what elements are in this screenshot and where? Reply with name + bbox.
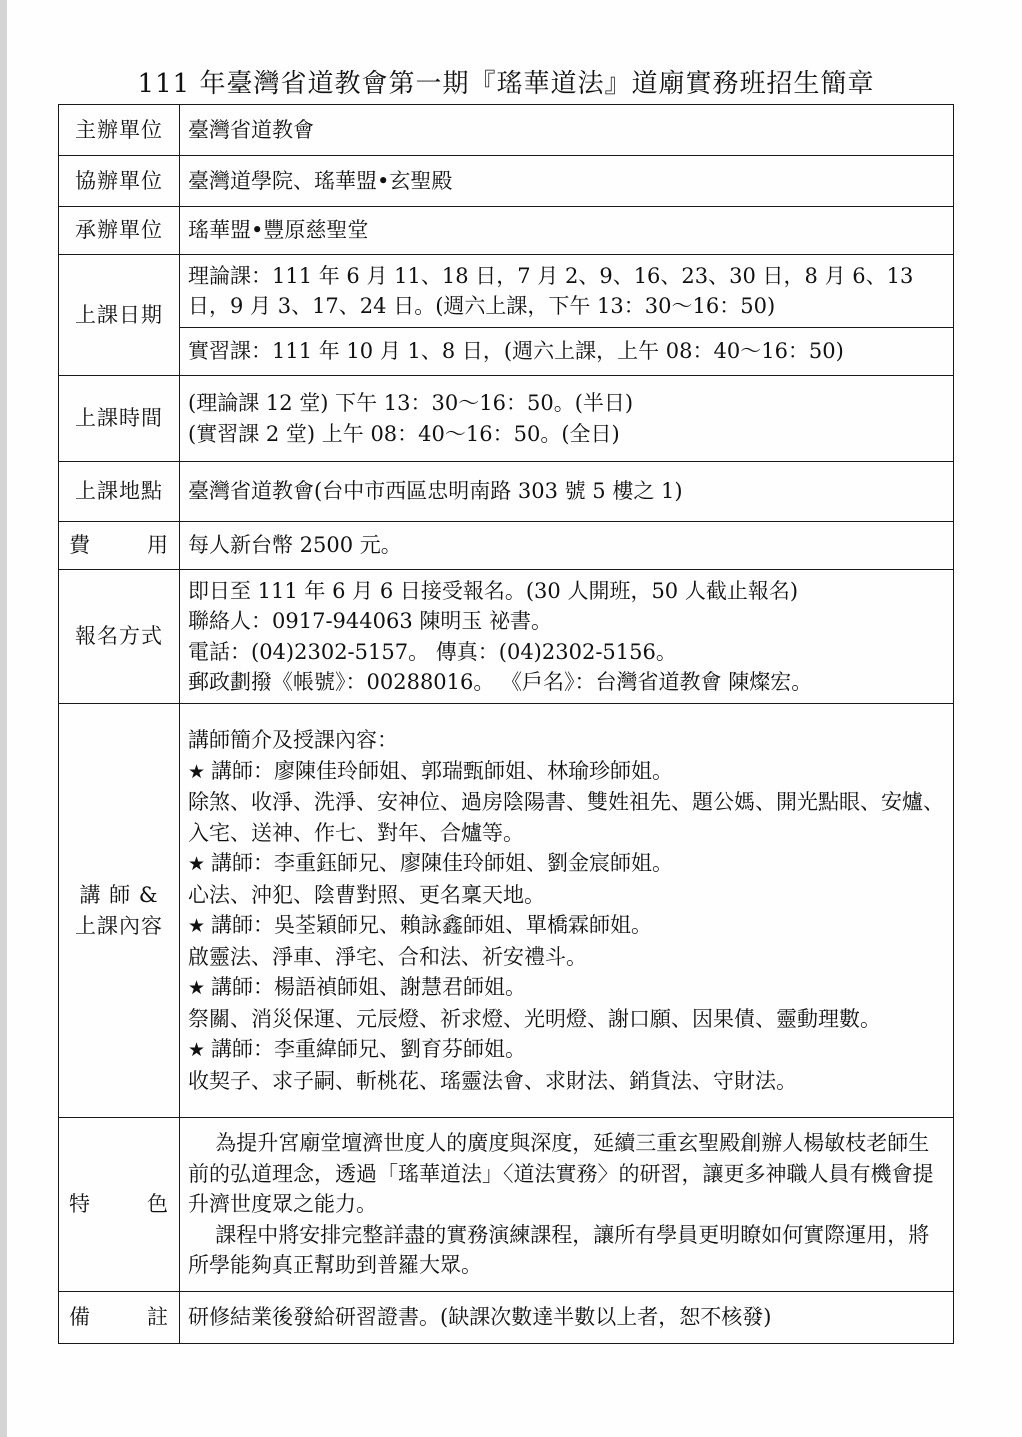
value-times <box>180 376 954 462</box>
times-practice: (實習課 2 堂) 上午 08：40～16：50。(全日) <box>188 421 620 446</box>
label-features <box>59 1118 180 1292</box>
star-icon: ★ <box>188 915 206 937</box>
label-times: 上課時間 <box>59 376 180 462</box>
star-icon: ★ <box>188 853 206 875</box>
star-icon: ★ <box>188 977 206 999</box>
value-notes: 研修結業後發給研習證書。(缺課次數達半數以上者，恕不核發) <box>180 1292 954 1344</box>
value-co-organizer: 臺灣道學院、瑤華盟•玄聖殿 <box>180 156 954 207</box>
enrollment-table <box>58 104 954 1344</box>
label-fee <box>59 522 180 570</box>
value-undertaker: 瑤華盟•豐原慈聖堂 <box>180 207 954 255</box>
features-paragraph: 為提升宮廟堂壇濟世度人的廣度與深度，延續三重玄聖殿創辦人楊敏枝老師生前的弘道理念，透過「瑤華道法」〈道法實務〉的研習，讓更多神職人員有機會提升濟世度眾之能力。 <box>188 1131 934 1217</box>
row-registration <box>59 570 954 704</box>
value-location: 臺灣省道教會(台中市西區忠明南路 303 號 5 樓之 1) <box>180 462 954 522</box>
registration-line: 聯絡人：0917-944063 陳明玉 祕書。 <box>188 609 553 633</box>
label-fee-a: 費 <box>69 533 116 558</box>
row-location <box>59 462 954 522</box>
label-notes <box>59 1292 180 1344</box>
label-notes-a: 備 <box>69 1305 116 1330</box>
label-location: 上課地點 <box>59 462 180 522</box>
teacher-names: 講師：楊語禎師姐、謝慧君師姐。 <box>211 975 527 999</box>
teacher-group-header <box>188 848 945 880</box>
label-notes-b: 註 <box>147 1305 169 1330</box>
label-organizer: 主辦單位 <box>59 105 180 156</box>
label-teachers-line1: 講 師 & <box>79 883 159 907</box>
teacher-group-content: 收契子、求子嗣、斬桃花、瑤靈法會、求財法、銷貨法、守財法。 <box>188 1068 797 1093</box>
label-features-a: 特 <box>69 1192 116 1217</box>
row-dates-theory <box>59 255 954 328</box>
teacher-group-content: 心法、沖犯、陰曹對照、更名稟天地。 <box>188 882 545 907</box>
label-fee-b: 用 <box>147 533 169 558</box>
value-dates-theory: 理論課：111 年 6 月 11、18 日，7 月 2、9、16、23、30 日，8 月 6、13 日，9 月 3、17、24 日。(週六上課，下午 13：30～16：50) <box>180 255 954 328</box>
teacher-group-header <box>188 756 945 788</box>
row-fee <box>59 522 954 570</box>
features-paragraph: 課程中將安排完整詳盡的實務演練課程，讓所有學員更明瞭如何實際運用，將所學能夠真正幫助到普羅大眾。 <box>188 1222 930 1278</box>
row-times <box>59 376 954 462</box>
row-organizer <box>59 105 954 156</box>
document-title: 111 年臺灣省道教會第一期『瑤華道法』道廟實務班招生簡章 <box>137 69 875 99</box>
value-features <box>180 1118 954 1292</box>
teacher-group-content: 啟靈法、淨車、淨宅、合和法、祈安禮斗。 <box>188 944 587 969</box>
teacher-group-content: 祭關、消災保運、元辰燈、祈求燈、光明燈、謝口願、因果債、靈動理數。 <box>188 1006 881 1031</box>
teacher-names: 講師：廖陳佳玲師姐、郭瑞甄師姐、林瑜珍師姐。 <box>211 758 674 783</box>
row-dates-practice <box>59 328 954 376</box>
teachers-intro: 講師簡介及授課內容： <box>188 728 398 752</box>
row-teachers <box>59 704 954 1118</box>
times-theory: (理論課 12 堂) 下午 13：30～16：50。(半日) <box>188 391 634 415</box>
row-notes <box>59 1292 954 1344</box>
teacher-group-header <box>188 910 945 942</box>
row-undertaker <box>59 207 954 255</box>
value-dates-practice: 實習課：111 年 10 月 1、8 日，(週六上課，上午 08：40～16：50) <box>180 328 954 376</box>
label-features-b: 色 <box>147 1192 169 1217</box>
value-fee: 每人新台幣 2500 元。 <box>180 522 954 570</box>
teacher-names: 講師：李重鈺師兄、廖陳佳玲師姐、劉金宸師姐。 <box>211 851 674 875</box>
value-organizer: 臺灣省道教會 <box>180 105 954 156</box>
row-co-organizer <box>59 156 954 207</box>
teacher-group-header <box>188 972 945 1004</box>
value-teachers <box>180 704 954 1118</box>
page-edge-shadow <box>0 0 7 1437</box>
label-teachers-line2: 上課內容 <box>75 913 163 938</box>
label-teachers <box>59 704 180 1118</box>
teacher-names: 講師：吳荃穎師兄、賴詠鑫師姐、單橋霖師姐。 <box>211 913 653 937</box>
label-dates: 上課日期 <box>59 255 180 376</box>
teacher-group-content: 除煞、收淨、洗淨、安神位、過房陰陽書、雙姓祖先、題公媽、開光點眼、安爐、入宅、送神、作七、對年、合爐等。 <box>188 790 944 845</box>
registration-line: 電話：(04)2302-5157。 傳真：(04)2302-5156。 <box>188 639 677 664</box>
registration-line: 郵政劃撥《帳號》：00288016。 《戶名》：台灣省道教會 陳燦宏。 <box>188 670 813 694</box>
value-registration <box>180 570 954 704</box>
teacher-group-header <box>188 1034 945 1066</box>
label-undertaker: 承辦單位 <box>59 207 180 255</box>
label-co-organizer: 協辦單位 <box>59 156 180 207</box>
teacher-names: 講師：李重緯師兄、劉育芬師姐。 <box>211 1037 527 1061</box>
star-icon: ★ <box>188 1039 206 1061</box>
label-registration: 報名方式 <box>59 570 180 704</box>
registration-line: 即日至 111 年 6 月 6 日接受報名。(30 人開班，50 人截止報名) <box>188 578 799 603</box>
row-features <box>59 1118 954 1292</box>
star-icon: ★ <box>188 760 206 783</box>
